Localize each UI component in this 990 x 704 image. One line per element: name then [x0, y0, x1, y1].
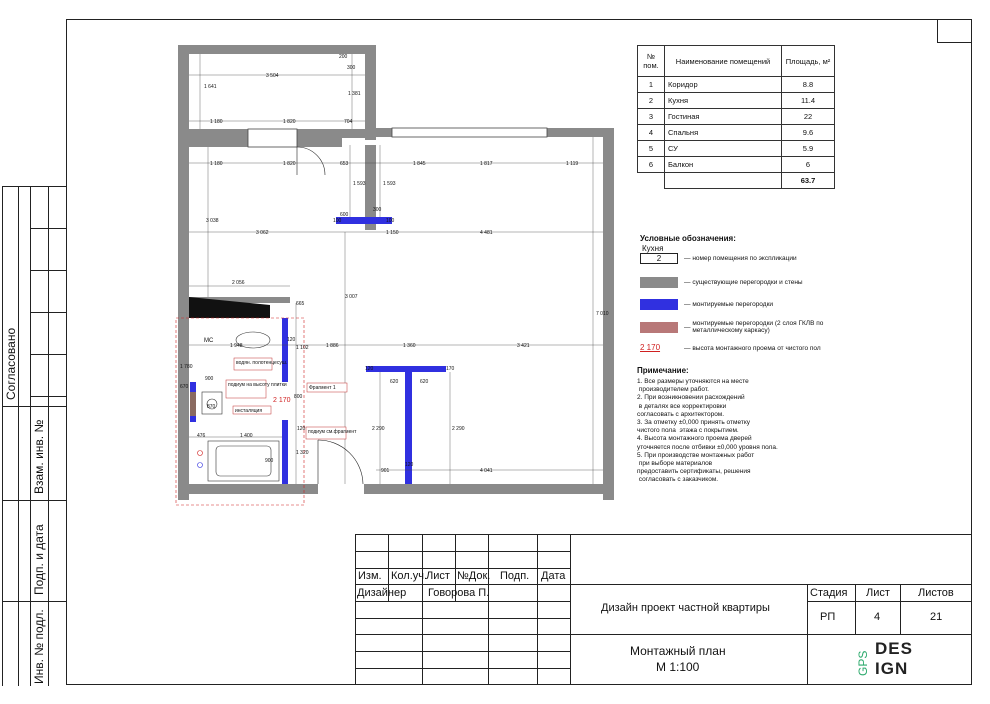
dimension-value: 3 504 [266, 73, 279, 79]
sheets-label: Листов [918, 587, 954, 599]
room-name: Балкон [665, 157, 782, 173]
dimension-value: 1 820 [283, 119, 296, 125]
dimension-value: 2 290 [452, 426, 465, 432]
stage-value: РП [820, 611, 836, 623]
room-num: 2 [638, 93, 665, 109]
inv-orig-label: Инв. № подл. [32, 609, 46, 684]
tb-col-header: Подп. [500, 570, 530, 582]
dimension-value: 1 593 [353, 181, 366, 187]
gps-design-logo [855, 638, 935, 678]
legend-gkl-desc: монтируемые перегородки (2 слоя ГКЛВ по металлическому каркасу) [692, 320, 824, 334]
table-row [638, 93, 835, 109]
height-mark: 2 170 [273, 397, 291, 404]
dimension-value: 1 641 [204, 84, 217, 90]
drawing-title: Монтажный план [630, 644, 726, 658]
dimension-value: 300 [373, 207, 382, 213]
legend-room-tag-desc: номер помещения по экспликации [692, 255, 797, 262]
col-num: № пом. [638, 46, 665, 77]
dimension-value: 620 [420, 379, 429, 385]
table-row [638, 157, 835, 173]
tb-col-header: Кол.уч. [391, 570, 428, 582]
existing-swatch [640, 277, 678, 288]
total-row [638, 173, 835, 189]
dimension-value: 620 [390, 379, 399, 385]
sheet-value: 4 [874, 611, 881, 623]
dimension-value: 3 038 [206, 218, 219, 224]
room-area: 5.9 [782, 141, 835, 157]
approved-label: Согласовано [4, 327, 18, 400]
dimension-value: 800 [294, 394, 303, 400]
windows [248, 128, 547, 147]
legend-existing-desc: существующие перегородки и стены [692, 279, 803, 286]
tb-col-header: Изм. [358, 570, 382, 582]
dimension-value: 870 [207, 404, 216, 410]
legend-gkl-row: — монтируемые перегородки (2 слоя ГКЛВ по металлическому каркасу) [640, 320, 840, 334]
tb-col-header: Дата [541, 570, 566, 582]
room-num: 6 [638, 157, 665, 173]
inv-replaced-label: Взам. инв. № [32, 419, 46, 494]
dimension-value: 600 [340, 212, 349, 218]
sheets-value: 21 [930, 611, 943, 623]
room-num: 4 [638, 125, 665, 141]
col-area: Площадь, м² [782, 46, 835, 77]
dimension-value: 1 360 [403, 343, 416, 349]
room-area: 6 [782, 157, 835, 173]
room-name: Гостиная [665, 109, 782, 125]
dimension-value: 901 [381, 468, 390, 474]
legend-height-value: 2 170 [640, 343, 661, 352]
dimension-value: 1 400 [240, 433, 253, 439]
table-row [638, 141, 835, 157]
dimension-value: 300 [347, 65, 356, 71]
legend-existing-row: — существующие перегородки и стены [640, 277, 803, 288]
dimension-value: 1 948 [230, 343, 243, 349]
legend-mounted-desc: монтируемые перегородки [692, 301, 774, 308]
dimension-value: 1 817 [480, 161, 493, 167]
room-num: 5 [638, 141, 665, 157]
designer-name: Говорова П. [428, 587, 490, 599]
notes-title: Примечание: [637, 366, 689, 375]
room-num: 1 [638, 77, 665, 93]
dimension-value: 653 [340, 161, 349, 167]
plan-callouts [226, 358, 357, 439]
legend-height-row: 2 170 — высота монтажного проема от чистого пол [640, 343, 821, 352]
table-row [638, 109, 835, 125]
dimension-value: 170 [446, 366, 455, 372]
project-name: Дизайн проект частной квартиры [601, 602, 770, 614]
room-area: 22 [782, 109, 835, 125]
dimension-value: 1 381 [348, 91, 361, 97]
sheet-label: Лист [866, 587, 890, 599]
designer-role: Дизайнер [357, 587, 407, 599]
callout-text: водян. полотенцесуш. [236, 360, 288, 366]
drawing-scale: М 1:100 [656, 660, 700, 674]
stage-label: Стадия [810, 587, 848, 599]
tb-col-header: №Док. [457, 570, 491, 582]
dimension-value: 1 886 [326, 343, 339, 349]
dimension-value: 3 421 [517, 343, 530, 349]
dimension-value: 1 320 [296, 450, 309, 456]
col-name: Наименование помещений [665, 46, 782, 77]
dimension-lines [189, 54, 603, 484]
rooms-total: 63.7 [782, 173, 835, 189]
tb-col-header: Лист [426, 570, 450, 582]
room-name: Кухня [665, 93, 782, 109]
legend-title: Условные обозначения: [640, 234, 736, 243]
room-name: Коридор [665, 77, 782, 93]
dimension-value: 200 [339, 54, 348, 60]
logo-ign: IGN [875, 659, 909, 678]
dimension-value: 1 593 [383, 181, 396, 187]
logo-des: DES [875, 639, 913, 658]
dimension-value: 900 [205, 376, 214, 382]
dimension-value: 3 007 [345, 294, 358, 300]
dimension-value: 2 290 [372, 426, 385, 432]
dimension-value: 3 062 [256, 230, 269, 236]
table-row [638, 125, 835, 141]
existing-walls [178, 45, 614, 500]
ms-label: МС [204, 338, 214, 344]
dimension-value: 1 845 [413, 161, 426, 167]
legend-room-name: Кухня [642, 244, 664, 253]
dimension-value: 4 481 [480, 230, 493, 236]
callout-text: инсталяция [235, 408, 263, 414]
room-area: 11.4 [782, 93, 835, 109]
table-row [638, 77, 835, 93]
dimension-value: 1 119 [566, 161, 579, 167]
room-name: Спальня [665, 125, 782, 141]
gkl-swatch [640, 322, 678, 333]
dimension-value: 1 820 [283, 161, 296, 167]
callout-text: подиум см.фрагмент [308, 429, 357, 435]
dimension-value: 100 [333, 218, 342, 224]
dimension-value: 1 780 [180, 364, 193, 370]
dimension-value: 100 [386, 218, 395, 224]
notes-text: 1. Все размеры уточняются на месте производителем работ. 2. При возникновении расхождений в деталях все корректировки согласовать с архитектором. 3. За отметку ±0,000 принять отметку чистого пола этажа с покрытием. 4. Высота монтажного проема дверей уточняется после отбивки ±0,000 уровня пола. 5. При производстве монтажных работ при выборе материалов предоставить сертификаты, решения согласовать с заказчиком. [637, 378, 778, 484]
dimension-value: 120 [287, 337, 296, 343]
dimension-value: 1 180 [210, 119, 223, 125]
legend-height-desc: высота монтажного проема от чистого пол [692, 345, 821, 352]
logo-gps: GPS [856, 650, 870, 676]
dimension-value: 665 [296, 301, 305, 307]
dimension-value: 120 [365, 366, 374, 372]
rooms-table [637, 45, 835, 189]
callout-text: подиум на высоту плитки [228, 382, 287, 388]
mounted-swatch [640, 299, 678, 310]
room-area: 9.6 [782, 125, 835, 141]
legend-room-tag: 2 [640, 253, 678, 264]
dimension-value: 1 102 [296, 345, 309, 351]
dimension-value: 2 056 [232, 280, 245, 286]
dimension-value: 120 [297, 426, 306, 432]
dimension-value: 7 010 [596, 311, 609, 317]
dimension-value: 4 041 [480, 468, 493, 474]
dimension-value: 120 [405, 462, 414, 468]
room-num: 3 [638, 109, 665, 125]
legend-mounted-row: — монтируемые перегородки [640, 299, 773, 310]
dimension-value: 670 [180, 384, 189, 390]
room-area: 8.8 [782, 77, 835, 93]
dimension-value: 900 [265, 458, 274, 464]
room-name: СУ [665, 141, 782, 157]
legend-room-tag-row: 2 — номер помещения по экспликации [640, 253, 797, 264]
callout-text: Фрагмент 1 [309, 385, 336, 391]
dimension-value: 1 150 [386, 230, 399, 236]
dimension-value: 1 180 [210, 161, 223, 167]
sign-date-label: Подп. и дата [32, 524, 46, 595]
dimension-value: 704 [344, 119, 353, 125]
dimension-value: 476 [197, 433, 206, 439]
